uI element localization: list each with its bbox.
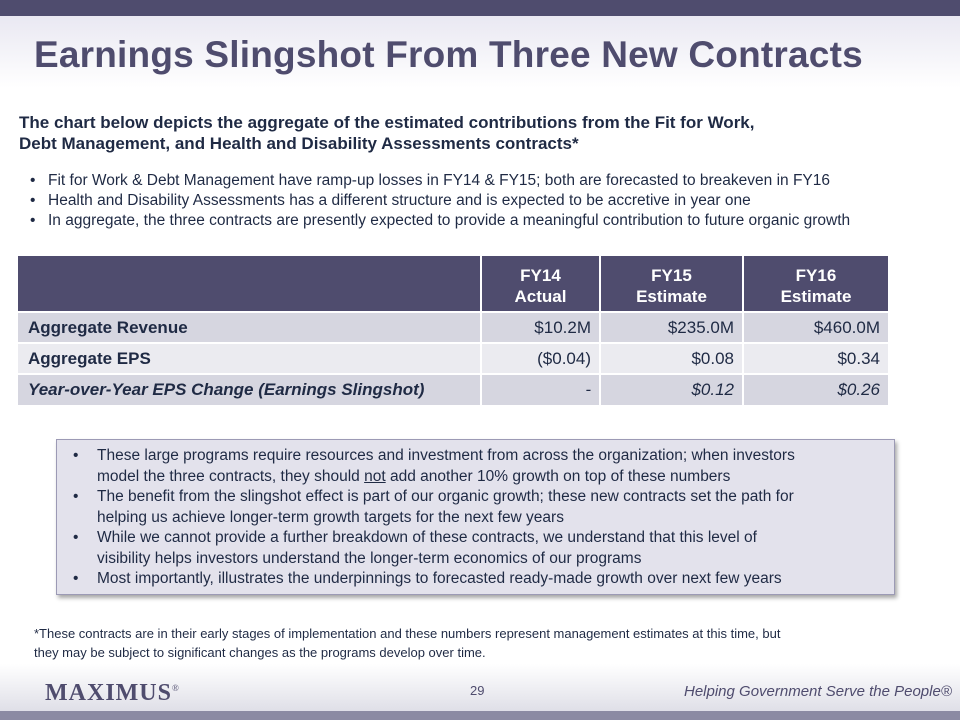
callout-line xyxy=(97,467,882,488)
summary-bullets xyxy=(30,171,955,231)
callout-bullet xyxy=(69,446,882,487)
header-fy15 xyxy=(600,256,743,312)
cell-value: $460.0M xyxy=(743,312,888,343)
table-header-row xyxy=(18,256,888,312)
callout-bullet xyxy=(69,569,882,590)
tagline: Helping Government Serve the People® xyxy=(684,683,952,700)
callout-line: • These large programs require resources and investment from across the organization; when investors xyxy=(97,447,795,464)
logo-text: MAXIMUS xyxy=(45,680,172,706)
header-fy16 xyxy=(743,256,888,312)
earnings-table xyxy=(18,256,888,405)
page-number: 29 xyxy=(470,683,485,698)
cell-value: $235.0M xyxy=(600,312,743,343)
callout-bullet xyxy=(69,487,882,528)
callout-line: visibility helps investors understand the longer-term economics of our programs xyxy=(97,549,642,567)
table-row xyxy=(18,312,888,343)
logo-registered-mark: ® xyxy=(172,683,180,693)
callout-line: • The benefit from the slingshot effect is part of our organic growth; these new contracts set the path for xyxy=(97,488,794,505)
callout-text: add another 10% growth on top of these numbers xyxy=(385,467,731,485)
row-label: Year-over-Year EPS Change (Earnings Slingshot) xyxy=(18,374,481,405)
slide-title: Earnings Slingshot From Three New Contracts xyxy=(34,34,863,75)
cell-value: $0.08 xyxy=(600,343,743,374)
header-type: Actual xyxy=(514,286,567,306)
callout-bullets xyxy=(69,446,882,590)
intro-line-2: Debt Management, and Health and Disability Assessments contracts* xyxy=(19,134,579,153)
row-label: Aggregate EPS xyxy=(18,343,481,374)
summary-bullet: • In aggregate, the three contracts are presently expected to provide a meaningful contribution to future organic growth xyxy=(30,211,955,231)
header-year: FY14 xyxy=(520,265,561,285)
table-row xyxy=(18,343,888,374)
header-type: Estimate xyxy=(636,286,707,306)
callout-line: helping us achieve longer-term growth targets for the next few years xyxy=(97,508,564,526)
footer-strip xyxy=(0,711,960,720)
cell-value: - xyxy=(481,374,600,405)
footnote-line: they may be subject to significant changes as the programs develop over time. xyxy=(34,645,486,660)
cell-value: $10.2M xyxy=(481,312,600,343)
top-accent-bar xyxy=(0,0,960,16)
header-type: Estimate xyxy=(780,286,852,306)
cell-value: ($0.04) xyxy=(481,343,600,374)
header-year: FY15 xyxy=(651,265,692,285)
callout-line: • Most importantly, illustrates the underpinnings to forecasted ready-made growth over next few years xyxy=(97,570,782,587)
row-label: Aggregate Revenue xyxy=(18,312,481,343)
callout-line: • While we cannot provide a further breakdown of these contracts, we understand that this level of xyxy=(97,529,757,546)
callout-box xyxy=(56,439,895,595)
intro-line-1: The chart below depicts the aggregate of the estimated contributions from the Fit for Work, xyxy=(19,113,755,132)
cell-value: $0.34 xyxy=(743,343,888,374)
header-fy14 xyxy=(481,256,600,312)
callout-text: model the three contracts, they should xyxy=(97,467,365,485)
maximus-logo xyxy=(45,680,180,707)
header-empty xyxy=(18,256,481,312)
table-row xyxy=(18,374,888,405)
emphasis-not: not xyxy=(364,467,386,485)
cell-value: $0.12 xyxy=(600,374,743,405)
header-year: FY16 xyxy=(795,265,837,285)
callout-bullet xyxy=(69,528,882,569)
summary-bullet: • Fit for Work & Debt Management have ramp-up losses in FY14 & FY15; both are forecasted to breakeven in FY16 xyxy=(30,171,955,191)
summary-bullet: • Health and Disability Assessments has a different structure and is expected to be accretive in year one xyxy=(30,191,955,211)
intro-text xyxy=(19,112,839,154)
footnote xyxy=(34,624,894,662)
cell-value: $0.26 xyxy=(743,374,888,405)
footnote-line: *These contracts are in their early stages of implementation and these numbers represent management estimates at this time, but xyxy=(34,626,781,641)
